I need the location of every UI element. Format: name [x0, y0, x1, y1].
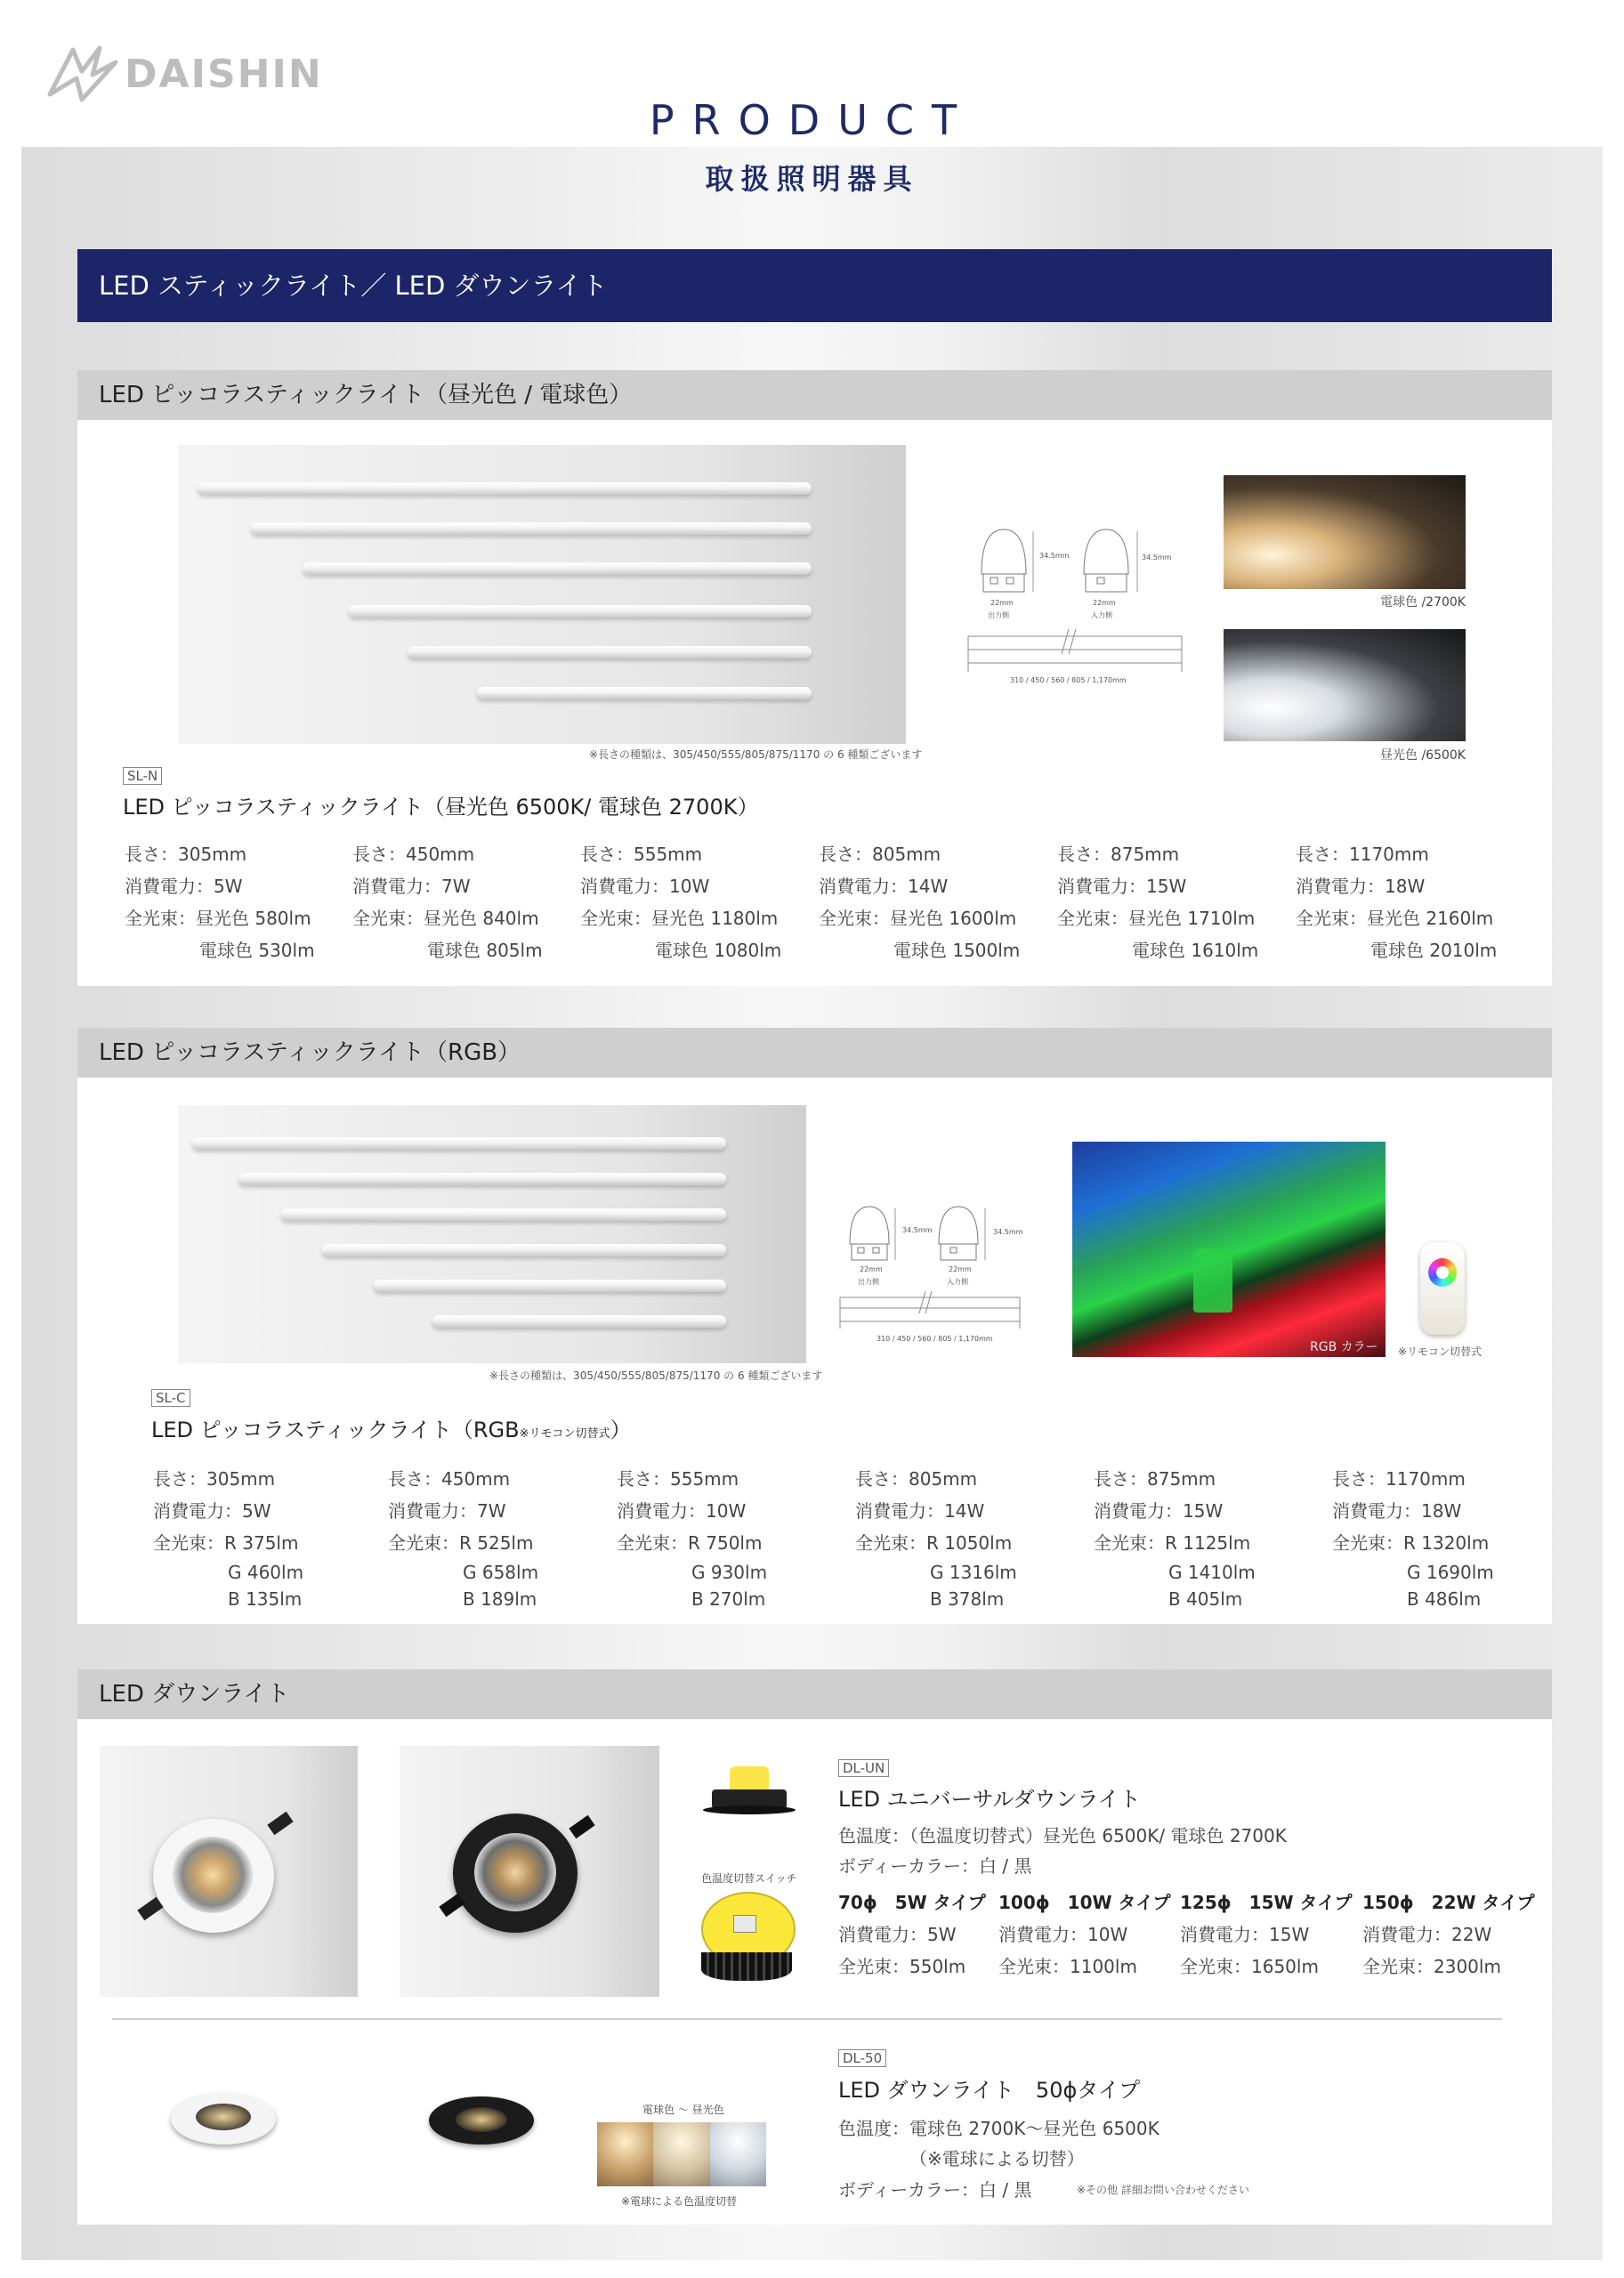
color-temp-text: 色温度：電球色 2700K〜昼光色 6500K	[838, 2118, 1159, 2139]
white-downlight-photo	[100, 1746, 358, 1997]
spec-column: 長さ：805mm 消費電力：14W 全光束：昼光色 1600lm 電球色 1500lm	[819, 844, 1021, 961]
body-color-text: ボディーカラー：白 / 黒	[838, 2179, 1032, 2201]
section-divider	[112, 2018, 1502, 2020]
white-small-downlight-image	[171, 2093, 276, 2145]
remote-caption: ※リモコン切替式	[1398, 1345, 1483, 1358]
spec-column: 長さ：1170mm 消費電力：18W 全光束：昼光色 2160lm 電球色 2010lm	[1296, 844, 1498, 961]
spec-column: 長さ：875mm 消費電力：15W 全光束：R 1125lm G 1410lm B 405lm	[1094, 1468, 1256, 1610]
section-heading-daylight: LED ピッコラスティックライト（昼光色 / 電球色）	[77, 370, 1552, 420]
spec-column: 長さ：450mm 消費電力：7W 全光束：R 525lm G 658lm B 189lm	[388, 1468, 539, 1610]
body-color-text: ボディーカラー：白 / 黒	[838, 1855, 1032, 1877]
downlight-module-image	[703, 1766, 796, 1823]
color-switch-image	[698, 1888, 796, 1983]
spec-column: 長さ：305mm 消費電力：5W 全光束：昼光色 580lm 電球色 530lm	[125, 844, 315, 961]
model-code: SL-C	[151, 1389, 190, 1407]
dim-width-label: 22mm	[990, 599, 1014, 607]
length-options-label: 310 / 450 / 560 / 805 / 1,170mm	[1010, 676, 1127, 684]
type-column: 125ϕ 15W タイプ 消費電力：15W 全光束：1650lm	[1180, 1892, 1353, 1977]
type-column: 150ϕ 22W タイプ 消費電力：22W 全光束：2300lm	[1362, 1892, 1535, 1977]
spec-column: 長さ：1170mm 消費電力：18W 全光束：R 1320lm G 1690lm B 486lm	[1332, 1468, 1494, 1610]
daishin-mark-icon	[46, 44, 119, 103]
input-side-label: 入力側	[1091, 611, 1112, 619]
dim-width-label-2: 22mm	[1093, 599, 1116, 607]
swatch-title: 電球色 〜 昼光色	[642, 2104, 724, 2116]
black-small-downlight-image	[429, 2096, 534, 2145]
type-column: 100ϕ 10W タイプ 消費電力：10W 全光束：1100lm	[998, 1892, 1171, 1977]
length-options-label: 310 / 450 / 560 / 805 / 1,170mm	[877, 1335, 993, 1343]
brand-name: DAISHIN	[125, 51, 323, 97]
page-subtitle: 取扱照明器具	[705, 162, 919, 196]
cool-light-photo	[1224, 629, 1466, 741]
dim-width-label-2: 22mm	[949, 1265, 972, 1273]
color-temp-text: 色温度：（色温度切替式）昼光色 6500K/ 電球色 2700K	[838, 1825, 1287, 1846]
contact-note: ※その他 詳細お問い合わせください	[1077, 2184, 1249, 2196]
model-code: SL-N	[123, 767, 162, 785]
product-name: LED ユニバーサルダウンライト	[838, 1787, 1141, 1812]
dim-height-label: 34.5mm	[902, 1226, 933, 1234]
category-banner: LED スティックライト／ LED ダウンライト	[77, 249, 1552, 322]
section-heading-downlight: LED ダウンライト	[77, 1669, 1552, 1719]
input-side-label: 入力側	[947, 1278, 968, 1286]
cool-light-caption: 昼光色 /6500K	[1380, 748, 1466, 763]
output-side-label: 出力側	[988, 611, 1009, 619]
model-code: DL-UN	[838, 1759, 889, 1777]
black-downlight-photo	[400, 1746, 659, 1997]
rgb-caption: RGB カラー	[1310, 1340, 1378, 1354]
product-name: LED ピッコラスティックライト（RGB※リモコン切替式）	[151, 1418, 632, 1442]
spec-column: 長さ：305mm 消費電力：5W 全光束：R 375lm G 460lm B 135lm	[153, 1468, 304, 1610]
spec-column: 長さ：875mm 消費電力：15W 全光束：昼光色 1710lm 電球色 1610lm	[1057, 844, 1259, 961]
rgb-light-photo	[1072, 1142, 1386, 1357]
dim-height-label: 34.5mm	[1039, 552, 1070, 560]
output-side-label: 出力側	[858, 1278, 879, 1286]
length-note: ※長さの種類は、305/450/555/805/875/1170 の 6 種類ございます	[589, 748, 923, 761]
switch-caption: 色温度切替スイッチ	[701, 1872, 797, 1885]
type-column: 70ϕ 5W タイプ 消費電力：5W 全光束：550lm	[838, 1892, 986, 1977]
product-name: LED ダウンライト 50ϕタイプ	[838, 2078, 1141, 2103]
brand-logo	[46, 44, 323, 103]
swatch-note: ※電球による色温度切替	[621, 2195, 738, 2208]
remote-control-image	[1420, 1242, 1465, 1335]
model-code: DL-50	[838, 2049, 886, 2067]
page-title: PRODUCT	[649, 96, 975, 144]
dim-width-label: 22mm	[860, 1265, 883, 1273]
rgb-stick-lights-photo	[178, 1105, 806, 1363]
product-name: LED ピッコラスティックライト（昼光色 6500K/ 電球色 2700K）	[123, 795, 759, 820]
dimension-diagram	[964, 521, 1186, 694]
dim-height-label-2: 34.5mm	[993, 1228, 1023, 1236]
color-temp-note: （※電球による切替）	[909, 2148, 1085, 2169]
warm-light-photo	[1224, 475, 1466, 589]
length-note: ※長さの種類は、305/450/555/805/875/1170 の 6 種類ございます	[489, 1369, 823, 1382]
color-temp-swatches	[597, 2122, 766, 2186]
spec-column: 長さ：805mm 消費電力：14W 全光束：R 1050lm G 1316lm B 378lm	[855, 1468, 1017, 1610]
spec-column: 長さ：450mm 消費電力：7W 全光束：昼光色 840lm 電球色 805lm	[352, 844, 543, 961]
spec-column: 長さ：555mm 消費電力：10W 全光束：R 750lm G 930lm B 270lm	[617, 1468, 768, 1610]
stick-lights-photo	[178, 445, 906, 744]
warm-light-caption: 電球色 /2700K	[1380, 595, 1466, 610]
dim-height-label-2: 34.5mm	[1142, 553, 1172, 561]
spec-column: 長さ：555mm 消費電力：10W 全光束：昼光色 1180lm 電球色 1080lm	[580, 844, 782, 961]
section-heading-rgb: LED ピッコラスティックライト（RGB）	[77, 1028, 1552, 1078]
